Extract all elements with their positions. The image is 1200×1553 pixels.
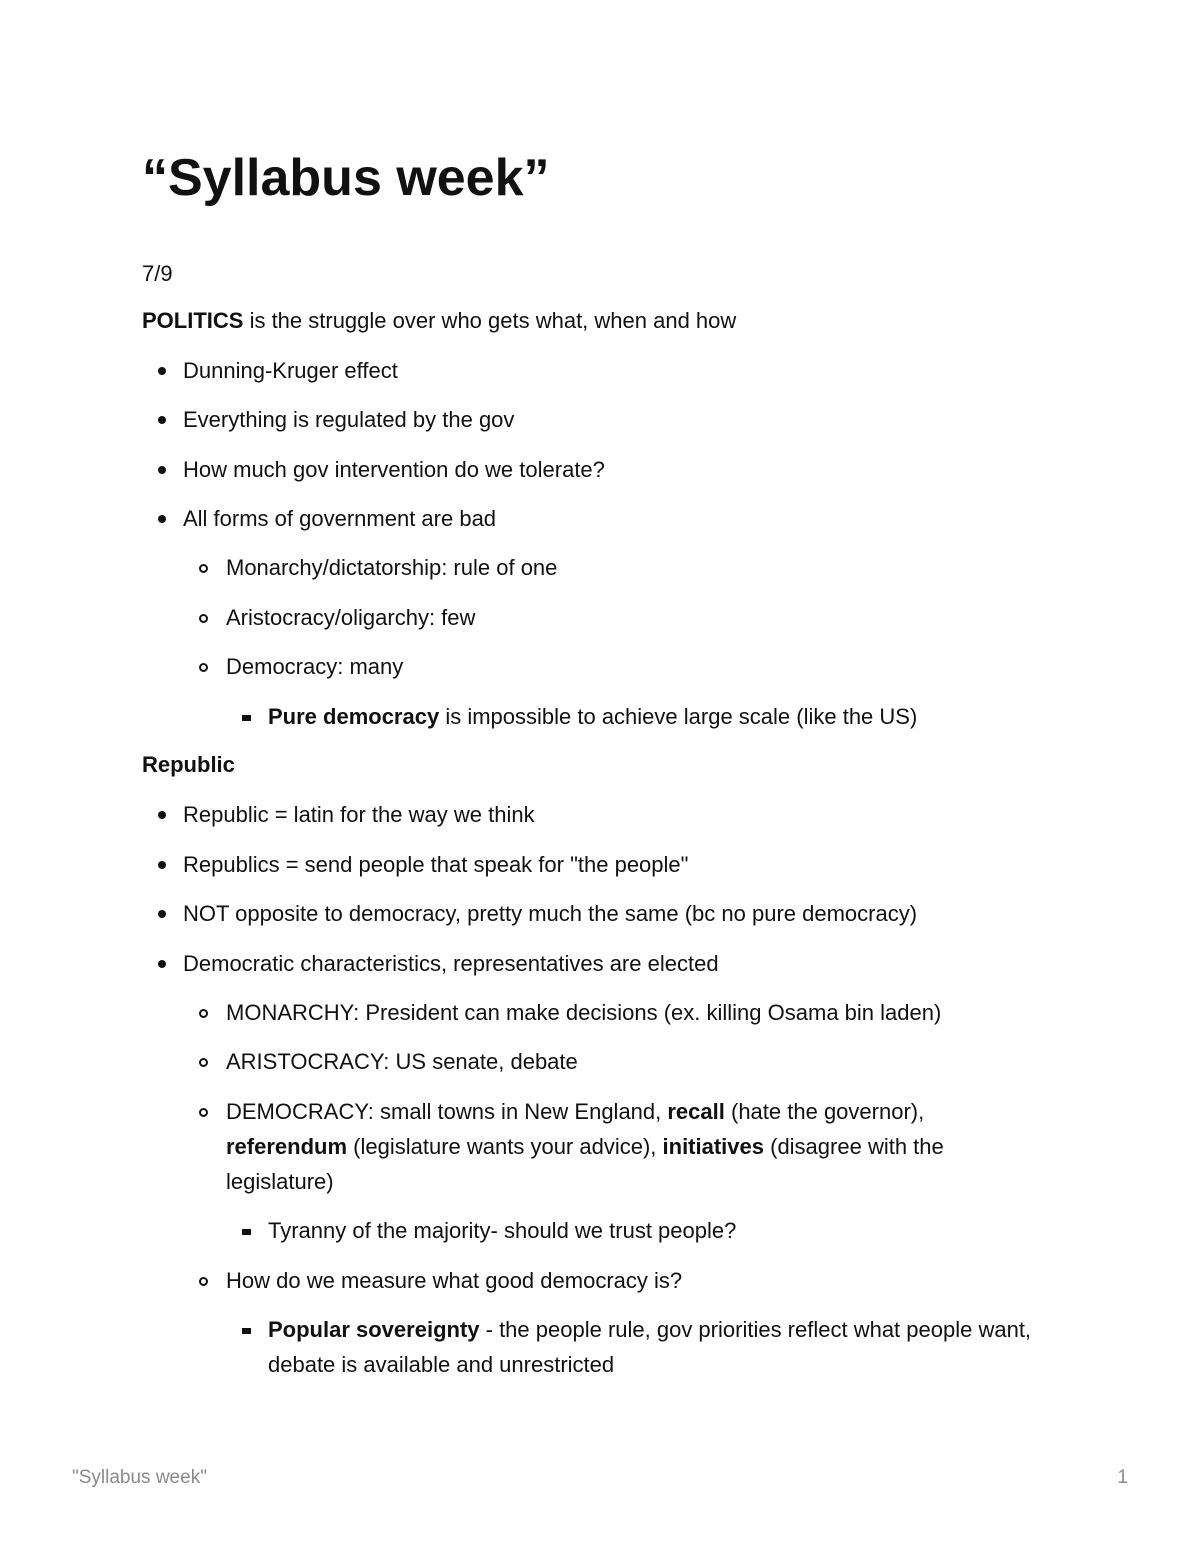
- list-item: Aristocracy/oligarchy: few: [226, 605, 476, 630]
- page-title: “Syllabus week”: [142, 149, 550, 207]
- bullet-circle-icon: [199, 1277, 208, 1286]
- popular-sovereignty-term: Popular sovereignty: [268, 1317, 480, 1342]
- democracy-text-1: DEMOCRACY: small towns in New England,: [226, 1099, 668, 1124]
- footer-doc-title: "Syllabus week": [72, 1467, 207, 1488]
- initiatives-term: initiatives: [662, 1134, 764, 1159]
- footer-page-number: 1: [1117, 1467, 1128, 1488]
- bullet-disc-icon: [158, 466, 166, 474]
- democracy-text-4: (disagree with the legislature): [226, 1134, 944, 1194]
- bullet-circle-icon: [199, 1009, 208, 1018]
- popular-sovereignty-item: [268, 1312, 1048, 1382]
- bullet-square-icon: [242, 1229, 251, 1235]
- list-item: All forms of government are bad: [183, 506, 497, 531]
- popular-sovereignty-text: - the people rule, gov priorities reflect what people want, debate is available and unrestricted: [268, 1317, 1032, 1377]
- republic-heading: Republic: [142, 752, 235, 777]
- bullet-circle-icon: [199, 663, 208, 672]
- list-item: Monarchy/dictatorship: rule of one: [226, 555, 558, 580]
- bullet-circle-icon: [199, 1108, 208, 1117]
- list-item: Republic = latin for the way we think: [183, 802, 535, 827]
- bullet-square-icon: [242, 1328, 251, 1334]
- democracy-text-3: (legislature wants your advice),: [347, 1134, 663, 1159]
- list-item: Dunning-Kruger effect: [183, 358, 398, 383]
- list-item: MONARCHY: President can make decisions (ex. killing Osama bin laden): [226, 1000, 942, 1025]
- list-item: How much gov intervention do we tolerate?: [183, 457, 605, 482]
- politics-definition-text: is the struggle over who gets what, when and how: [243, 308, 737, 333]
- pure-democracy-text: is impossible to achieve large scale (like the US): [439, 704, 918, 729]
- politics-definition: [142, 303, 736, 338]
- date-label: 7/9: [142, 261, 173, 286]
- list-item: Everything is regulated by the gov: [183, 407, 515, 432]
- democracy-text-2: (hate the governor),: [724, 1099, 925, 1124]
- list-item: Tyranny of the majority- should we trust people?: [268, 1218, 737, 1243]
- recall-term: recall: [667, 1099, 725, 1124]
- list-item: Republics = send people that speak for "the people": [183, 852, 689, 877]
- list-item: NOT opposite to democracy, pretty much the same (bc no pure democracy): [183, 901, 918, 926]
- bullet-circle-icon: [199, 564, 208, 573]
- bullet-disc-icon: [158, 811, 166, 819]
- bullet-disc-icon: [158, 515, 166, 523]
- bullet-disc-icon: [158, 960, 166, 968]
- list-item: How do we measure what good democracy is?: [226, 1268, 683, 1293]
- bullet-square-icon: [242, 715, 251, 721]
- referendum-term: referendum: [226, 1134, 348, 1159]
- pure-democracy-term: Pure democracy: [268, 704, 440, 729]
- bullet-disc-icon: [158, 367, 166, 375]
- list-item: Democratic characteristics, representatives are elected: [183, 951, 719, 976]
- bullet-circle-icon: [199, 1058, 208, 1067]
- bullet-disc-icon: [158, 910, 166, 918]
- bullet-circle-icon: [199, 614, 208, 623]
- list-item: ARISTOCRACY: US senate, debate: [226, 1049, 578, 1074]
- list-item: Democracy: many: [226, 654, 404, 679]
- bullet-disc-icon: [158, 861, 166, 869]
- democracy-characteristics-item: [226, 1094, 1016, 1199]
- bullet-disc-icon: [158, 416, 166, 424]
- politics-term: POLITICS: [142, 308, 244, 333]
- pure-democracy-item: [268, 699, 917, 734]
